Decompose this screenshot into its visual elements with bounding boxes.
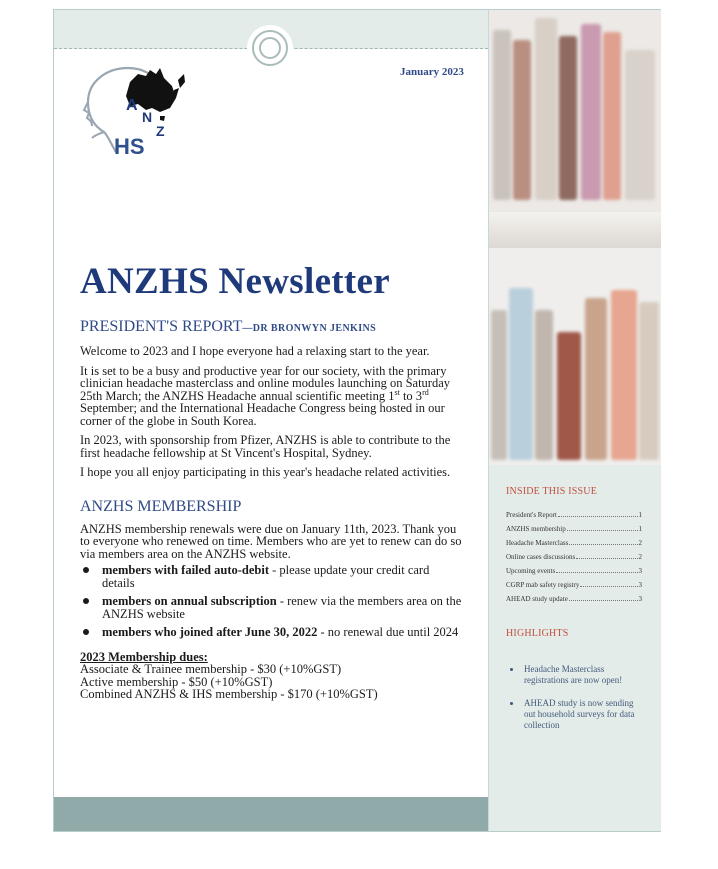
newsletter-page [53, 9, 661, 832]
list-item: AHEAD study is now sending out household surveys for data collection [506, 698, 644, 731]
toc-item[interactable]: AHEAD study update 3 [506, 595, 642, 603]
logo-letter-a: A [126, 97, 138, 114]
dues-line: Combined ANZHS & IHS membership - $170 (+10%GST) [80, 687, 378, 701]
membership-dues [80, 651, 465, 701]
inside-this-issue-heading: INSIDE THIS ISSUE [506, 486, 597, 497]
sidebar [488, 10, 661, 831]
dues-line: Associate & Trainee membership - $30 (+10%GST) [80, 662, 342, 676]
president-report-heading [80, 318, 465, 338]
toc-item[interactable]: Headache Masterclass 2 [506, 539, 642, 547]
bullet-icon [83, 598, 89, 604]
toc-item[interactable]: ANZHS membership 1 [506, 525, 642, 533]
bullet-icon [510, 668, 513, 671]
president-report-paragraph: It is set to be a busy and productive year for our society, with the primary clinician headache masterclass and online modules launching on Saturday 25th March; the ANZHS Headache annual scientific meeting 1st to 3rd September; and the International Headache Congress being hosted in our corner of the globe in South Korea. [80, 363, 451, 428]
logo-letters-hs: HS [114, 134, 145, 159]
bullet-icon [510, 702, 513, 705]
logo-letter-n: N [142, 109, 153, 125]
article-content [80, 318, 465, 701]
president-report-paragraph: I hope you all enjoy participating in this year's headache related activities. [80, 465, 451, 479]
membership-intro: ANZHS membership renewals were due on January 11th, 2023. Thank you to everyone who renewed on time. Members who are yet to renew can do so via members area on the ANZHS website. [80, 521, 462, 561]
bookshelf-photo [489, 10, 661, 465]
toc-item[interactable]: President's Report 1 [506, 511, 642, 519]
logo-letter-z: Z [156, 123, 165, 139]
toc-item[interactable]: Upcoming events 3 [506, 567, 642, 575]
list-item: members who joined after June 30, 2022 - no renewal due until 2024 [80, 626, 465, 639]
list-item: members on annual subscription - renew via the members area on the ANZHS website [80, 595, 465, 620]
footer-band [54, 797, 488, 831]
highlights-list [506, 664, 644, 743]
list-item: Headache Masterclass registrations are now open! [506, 664, 644, 686]
president-report-paragraph: Welcome to 2023 and I hope everyone had a relaxing start to the year. [80, 344, 430, 358]
bullet-icon [83, 567, 89, 573]
toc-item[interactable]: Online cases discussions 2 [506, 553, 642, 561]
table-of-contents [506, 510, 642, 608]
membership-heading: ANZHS MEMBERSHIP [80, 497, 242, 515]
president-report-title: PRESIDENT'S REPORT [80, 318, 243, 335]
bullet-icon [83, 629, 89, 635]
president-report-byline: —DR BRONWYN JENKINS [242, 323, 377, 334]
toc-item[interactable]: CGRP mab safety registry 3 [506, 581, 642, 589]
main-column [54, 10, 488, 831]
ring-ornament-icon [252, 30, 288, 66]
anzhs-logo [80, 60, 190, 162]
dues-heading: 2023 Membership dues: [80, 649, 208, 664]
president-report-paragraph: In 2023, with sponsorship from Pfizer, ANZHS is able to contribute to the first headache fellowship at St Vincent's Hospital, Sydney. [80, 433, 451, 460]
issue-date: January 2023 [400, 66, 464, 78]
highlights-heading: HIGHLIGHTS [506, 628, 569, 639]
dues-line: Active membership - $50 (+10%GST) [80, 674, 273, 689]
newsletter-title: ANZHS Newsletter [80, 261, 390, 302]
list-item: members with failed auto-debit - please update your credit card details [80, 564, 465, 589]
membership-bullet-list [80, 564, 465, 639]
